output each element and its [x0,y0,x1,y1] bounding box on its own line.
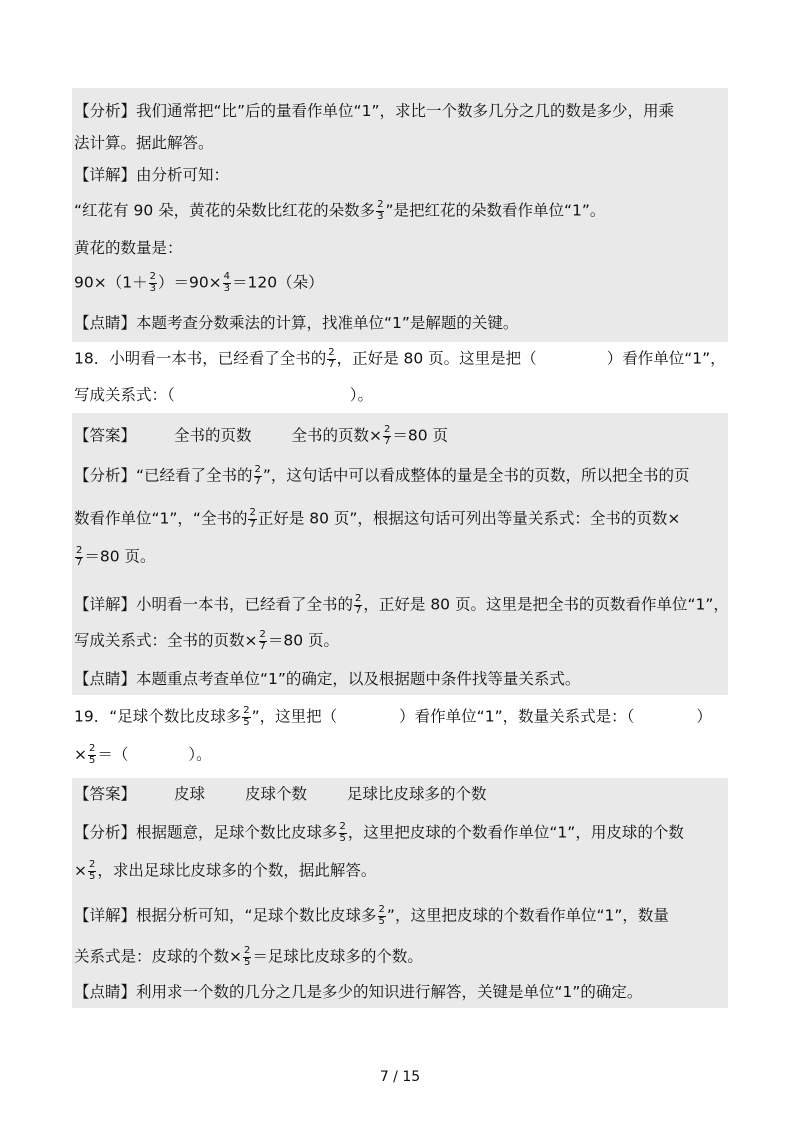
fraction-four-thirds: $\frac{4}{3}$ [223,271,231,294]
fraction-two-fifths: $\frac{2}{5}$ [89,743,96,766]
fraction-two-sevenths: $\frac{2}{7}$ [249,507,256,530]
solution-block-18 [72,413,728,695]
detail-19-line1: 【详解】根据分析可知，“足球个数比皮球多 $\frac{2}{5}$ ”，这里把皮球的个数看作单位“1”，数量 [74,904,669,927]
analysis-19-line2: × $\frac{2}{5}$ ，求出足球比皮球多的个数，据此解答。 [74,859,377,882]
detail-18-line1: 【详解】小明看一本书，已经看了全书的 $\frac{2}{7}$ ，正好是 80 页。这里是把全书的页数看作单位“1”， [74,593,729,616]
detail-17-quote: “红花有 90 朵，黄花的朵数比红花的朵数多 $\frac{2}{3}$ ”是把红花的朵数看作单位“1”。 [74,199,606,222]
fraction-two-sevenths: $\frac{2}{7}$ [254,464,261,487]
analysis-18-line3: $\frac{2}{7}$ ＝80 页。 [76,545,156,568]
question-19-line2: × $\frac{2}{5}$ ＝（ ）。 [74,743,212,766]
comment-19: 【点睛】利用求一个数的几分之几是多少的知识进行解答，关键是单位“1”的确定。 [74,983,643,1001]
solution-block-19 [72,778,728,1008]
analysis-17-line2: 法计算。据此解答。 [74,134,214,152]
analysis-19-line1: 【分析】根据题意，足球个数比皮球多 $\frac{2}{5}$ ，这里把皮球的个数看作单位“1”，用皮球的个数 [74,821,684,844]
analysis-18-line2: 数看作单位“1”，“全书的 $\frac{2}{7}$ 正好是 80 页”，根据这句话可列出等量关系式：全书的页数× [74,507,681,530]
question-18-line2: 写成关系式：（ ）。 [74,386,374,404]
fraction-two-fifths: $\frac{2}{5}$ [244,945,251,968]
analysis-18-line1: 【分析】“已经看了全书的 $\frac{2}{7}$ ”，这句话中可以看成整体的量是全书的页数，所以把全书的页 [74,464,690,487]
detail-17-line1: 【详解】由分析可知： [74,166,230,184]
analysis-17-line1: 【分析】我们通常把“比”后的量看作单位“1”，求比一个数多几分之几的数是多少，用乘 [74,102,674,120]
fraction-two-sevenths: $\frac{2}{7}$ [384,424,391,447]
fraction-two-thirds: $\frac{2}{3}$ [377,199,384,222]
fraction-two-fifths: $\frac{2}{5}$ [89,859,96,882]
fraction-two-fifths: $\frac{2}{5}$ [339,821,346,844]
comment-18: 【点睛】本题重点考查单位“1”的确定，以及根据题中条件找等量关系式。 [74,670,581,688]
answer-18: 【答案】 全书的页数 全书的页数× $\frac{2}{7}$ ＝80 页 [74,424,449,447]
fraction-two-sevenths: $\frac{2}{7}$ [328,347,335,370]
page-number: 7 / 15 [379,1069,421,1085]
question-19-line1: 19．“足球个数比皮球多 $\frac{2}{5}$ ”，这里把（ ）看作单位“1”，数量关系式是：（ ） [74,705,712,728]
fraction-two-sevenths: $\frac{2}{7}$ [259,629,266,652]
detail-17-calc: 90×（1＋ $\frac{2}{3}$ ）＝90× $\frac{4}{3}$ ＝120（朵） [74,271,324,294]
fraction-two-thirds: $\frac{2}{3}$ [149,271,156,294]
question-18-line1: 18．小明看一本书，已经看了全书的 $\frac{2}{7}$ ，正好是 80 页。这里是把（ ）看作单位“1”， [74,347,726,370]
fraction-two-sevenths: $\frac{2}{7}$ [355,593,362,616]
detail-19-line2: 关系式是：皮球的个数× $\frac{2}{5}$ ＝足球比皮球多的个数。 [74,945,423,968]
comment-17: 【点睛】本题考查分数乘法的计算，找准单位“1”是解题的关键。 [74,314,519,332]
fraction-two-fifths: $\frac{2}{5}$ [378,904,385,927]
detail-18-line2: 写成关系式：全书的页数× $\frac{2}{7}$ ＝80 页。 [74,629,340,652]
fraction-two-fifths: $\frac{2}{5}$ [243,705,250,728]
answer-19: 【答案】 皮球 皮球个数 足球比皮球多的个数 [74,785,487,803]
fraction-two-sevenths: $\frac{2}{7}$ [76,545,83,568]
detail-17-yellow: 黄花的数量是： [74,239,183,257]
